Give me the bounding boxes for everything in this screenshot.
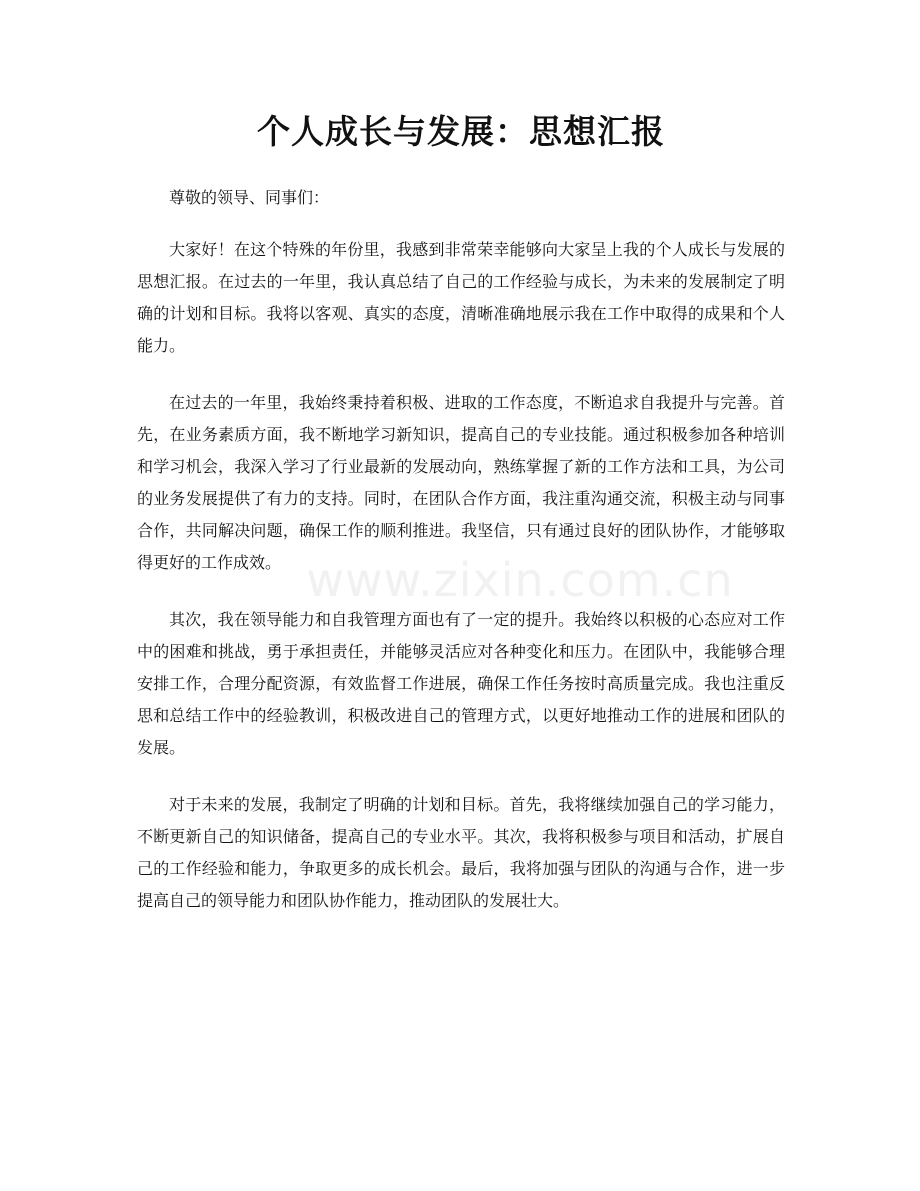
salutation: 尊敬的领导、同事们：	[169, 188, 330, 207]
paragraph-2: 在过去的一年里，我始终秉持着积极、进取的工作态度，不断追求自我提升与完善。首先，在业务素质方面，我不断地学习新知识，提高自己的专业技能。通过积极参加各种培训和学习机会，我深入学习了行业最新的发展动向，熟练掌握了新的工作方法和工具，为公司的业务发展提供了有力的支持。同时，在团队合作方面，我注重沟通交流，积极主动与同事合作，共同解决问题，确保工作的顺利推进。我坚信，只有通过良好的团队协作，才能够取得更好的工作成效。	[137, 393, 785, 572]
watermark-text: www.zixin.com.cn	[306, 553, 734, 607]
paragraph-3: 其次，我在领导能力和自我管理方面也有了一定的提升。我始终以积极的心态应对工作中的困难和挑战，勇于承担责任，并能够灵活应对各种变化和压力。在团队中，我能够合理安排工作，合理分配资源，有效监督工作进展，确保工作任务按时高质量完成。我也注重反思和总结工作中的经验教训，积极改进自己的管理方式，以更好地推动工作的进展和团队的发展。	[137, 610, 785, 757]
paragraph-1: 大家好！在这个特殊的年份里，我感到非常荣幸能够向大家呈上我的个人成长与发展的思想汇报。在过去的一年里，我认真总结了自己的工作经验与成长，为未来的发展制定了明确的计划和目标。我将以客观、真实的态度，清晰准确地展示我在工作中取得的成果和个人能力。	[137, 240, 785, 355]
document-body	[137, 108, 785, 917]
document-title: 个人成长与发展：思想汇报	[257, 112, 665, 151]
paragraph-4: 对于未来的发展，我制定了明确的计划和目标。首先，我将继续加强自己的学习能力，不断更新自己的知识储备，提高自己的专业水平。其次，我将积极参与项目和活动，扩展自己的工作经验和能力，争取更多的成长机会。最后，我将加强与团队的沟通与合作，进一步提高自己的领导能力和团队协作能力，推动团队的发展壮大。	[137, 795, 785, 910]
